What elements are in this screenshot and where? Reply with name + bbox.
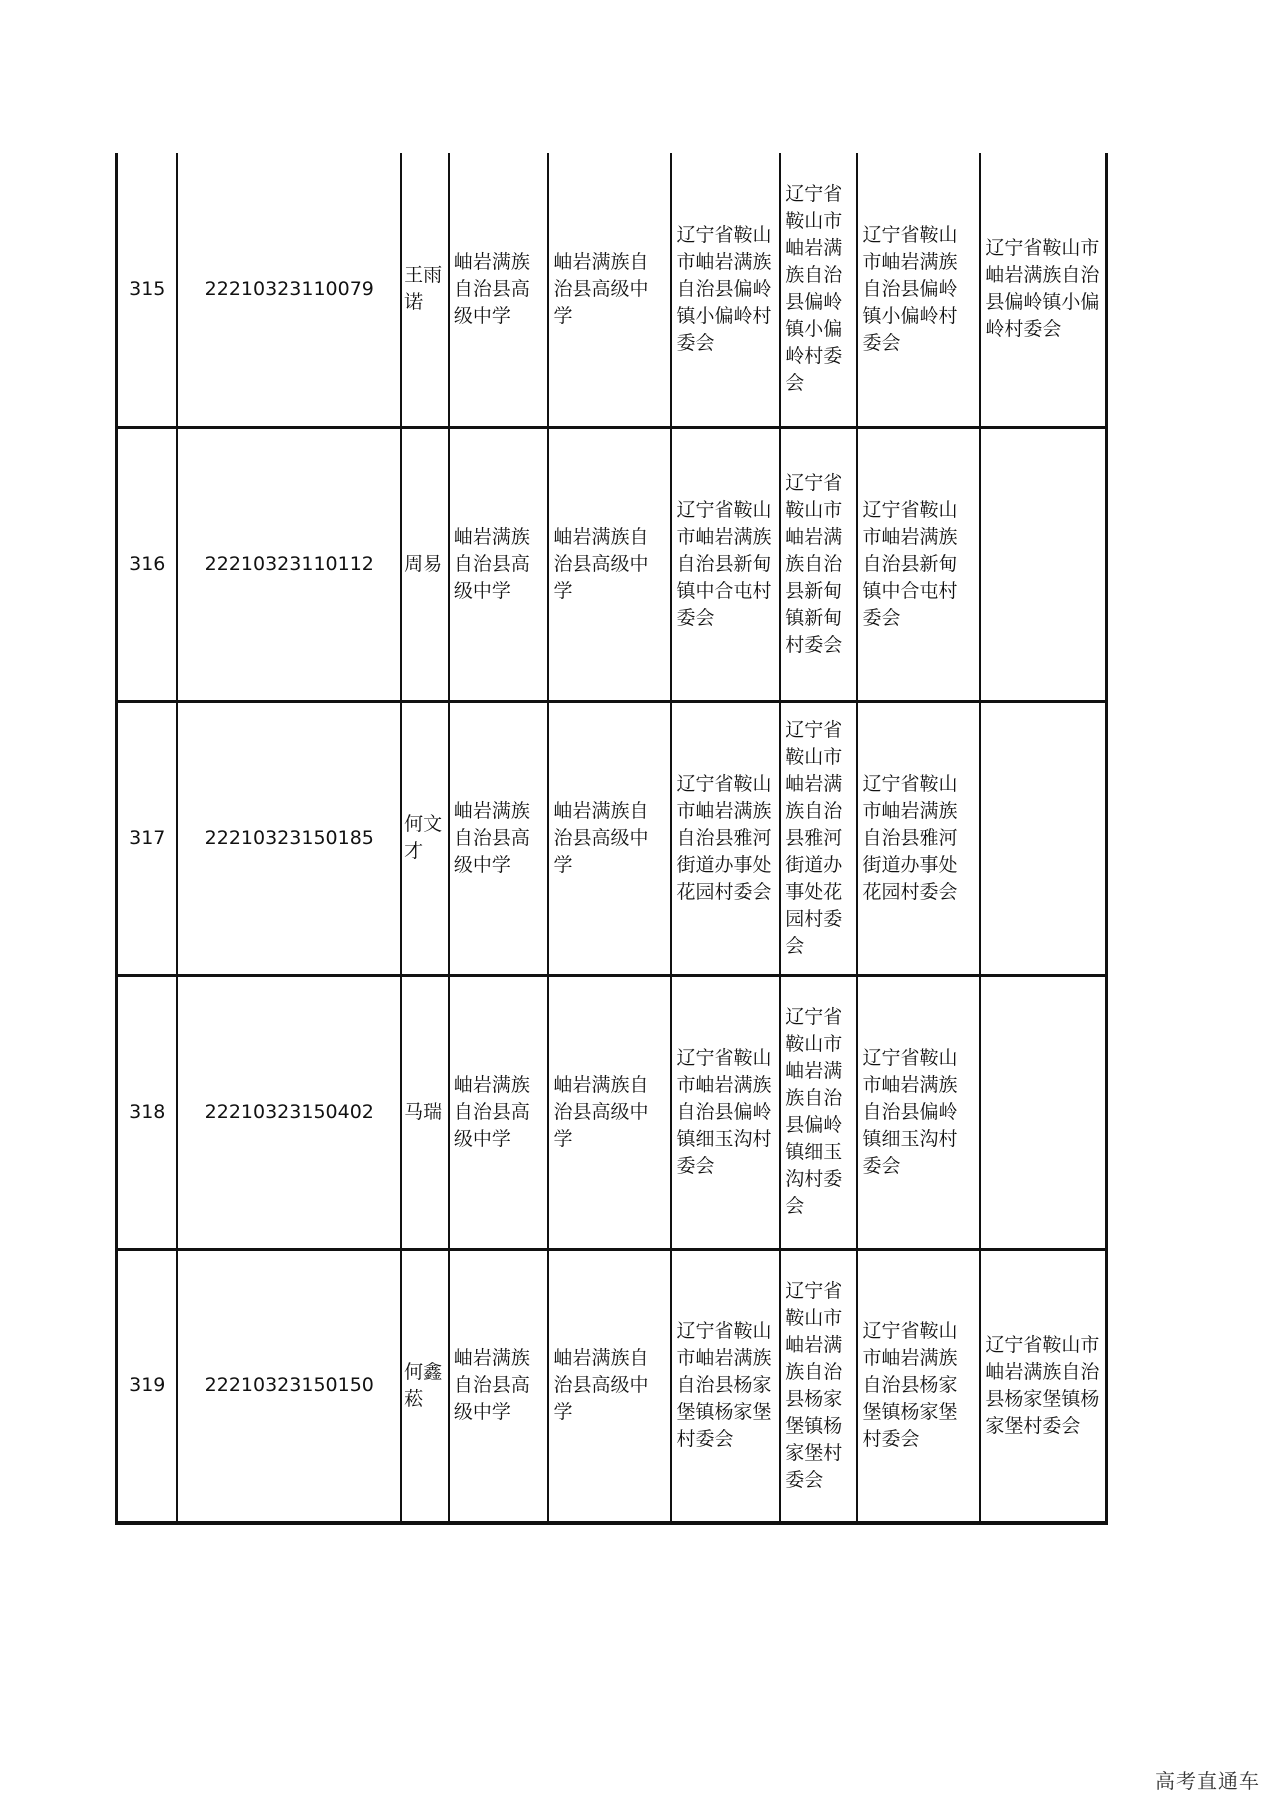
address-cell-2: 辽宁省鞍山市岫岩满族自治县雅河街道办事处花园村委会 <box>780 701 857 975</box>
school-cell: 岫岩满族自治县高级中学 <box>449 701 549 975</box>
row-number: 315 <box>117 153 178 427</box>
row-number: 317 <box>117 701 178 975</box>
address-cell-2: 辽宁省鞍山市岫岩满族自治县偏岭镇小偏岭村委会 <box>780 153 857 427</box>
school-cell: 岫岩满族自治县高级中学 <box>449 975 549 1249</box>
address-cell-1: 辽宁省鞍山市岫岩满族自治县偏岭镇细玉沟村委会 <box>671 975 780 1249</box>
address-cell-4 <box>980 701 1106 975</box>
school-cell: 岫岩满族自治县高级中学 <box>449 1249 549 1523</box>
school-cell-2: 岫岩满族自治县高级中学 <box>548 1249 671 1523</box>
candidate-id: 22210323150150 <box>177 1249 401 1523</box>
address-cell-3: 辽宁省鞍山市岫岩满族自治县雅河街道办事处花园村委会 <box>857 701 980 975</box>
candidate-name: 何鑫菘 <box>401 1249 449 1523</box>
candidate-name: 王雨诺 <box>401 153 449 427</box>
row-number: 319 <box>117 1249 178 1523</box>
roster-table <box>115 153 1108 1525</box>
address-cell-4 <box>980 975 1106 1249</box>
address-cell-2: 辽宁省鞍山市岫岩满族自治县杨家堡镇杨家堡村委会 <box>780 1249 857 1523</box>
school-cell: 岫岩满族自治县高级中学 <box>449 153 549 427</box>
candidate-id: 22210323110112 <box>177 427 401 701</box>
table-row <box>117 975 1107 1249</box>
watermark-text: 高考直通车 <box>1155 1769 1260 1793</box>
candidate-id: 22210323150185 <box>177 701 401 975</box>
address-cell-2: 辽宁省鞍山市岫岩满族自治县偏岭镇细玉沟村委会 <box>780 975 857 1249</box>
school-cell-2: 岫岩满族自治县高级中学 <box>548 701 671 975</box>
address-cell-3: 辽宁省鞍山市岫岩满族自治县杨家堡镇杨家堡村委会 <box>857 1249 980 1523</box>
candidate-id: 22210323150402 <box>177 975 401 1249</box>
address-cell-1: 辽宁省鞍山市岫岩满族自治县偏岭镇小偏岭村委会 <box>671 153 780 427</box>
address-cell-2: 辽宁省鞍山市岫岩满族自治县新甸镇新甸村委会 <box>780 427 857 701</box>
address-cell-1: 辽宁省鞍山市岫岩满族自治县新甸镇中合屯村委会 <box>671 427 780 701</box>
table-row <box>117 1249 1107 1523</box>
candidate-id: 22210323110079 <box>177 153 401 427</box>
table-row <box>117 701 1107 975</box>
address-cell-4: 辽宁省鞍山市岫岩满族自治县偏岭镇小偏岭村委会 <box>980 153 1106 427</box>
address-cell-3: 辽宁省鞍山市岫岩满族自治县偏岭镇细玉沟村委会 <box>857 975 980 1249</box>
candidate-name: 何文才 <box>401 701 449 975</box>
row-number: 318 <box>117 975 178 1249</box>
row-number: 316 <box>117 427 178 701</box>
table-row <box>117 153 1107 427</box>
table-row <box>117 427 1107 701</box>
address-cell-1: 辽宁省鞍山市岫岩满族自治县杨家堡镇杨家堡村委会 <box>671 1249 780 1523</box>
school-cell-2: 岫岩满族自治县高级中学 <box>548 427 671 701</box>
candidate-name: 周易 <box>401 427 449 701</box>
school-cell-2: 岫岩满族自治县高级中学 <box>548 975 671 1249</box>
school-cell: 岫岩满族自治县高级中学 <box>449 427 549 701</box>
address-cell-4 <box>980 427 1106 701</box>
address-cell-4: 辽宁省鞍山市岫岩满族自治县杨家堡镇杨家堡村委会 <box>980 1249 1106 1523</box>
address-cell-3: 辽宁省鞍山市岫岩满族自治县新甸镇中合屯村委会 <box>857 427 980 701</box>
address-cell-3: 辽宁省鞍山市岫岩满族自治县偏岭镇小偏岭村委会 <box>857 153 980 427</box>
address-cell-1: 辽宁省鞍山市岫岩满族自治县雅河街道办事处花园村委会 <box>671 701 780 975</box>
school-cell-2: 岫岩满族自治县高级中学 <box>548 153 671 427</box>
candidate-name: 马瑞 <box>401 975 449 1249</box>
